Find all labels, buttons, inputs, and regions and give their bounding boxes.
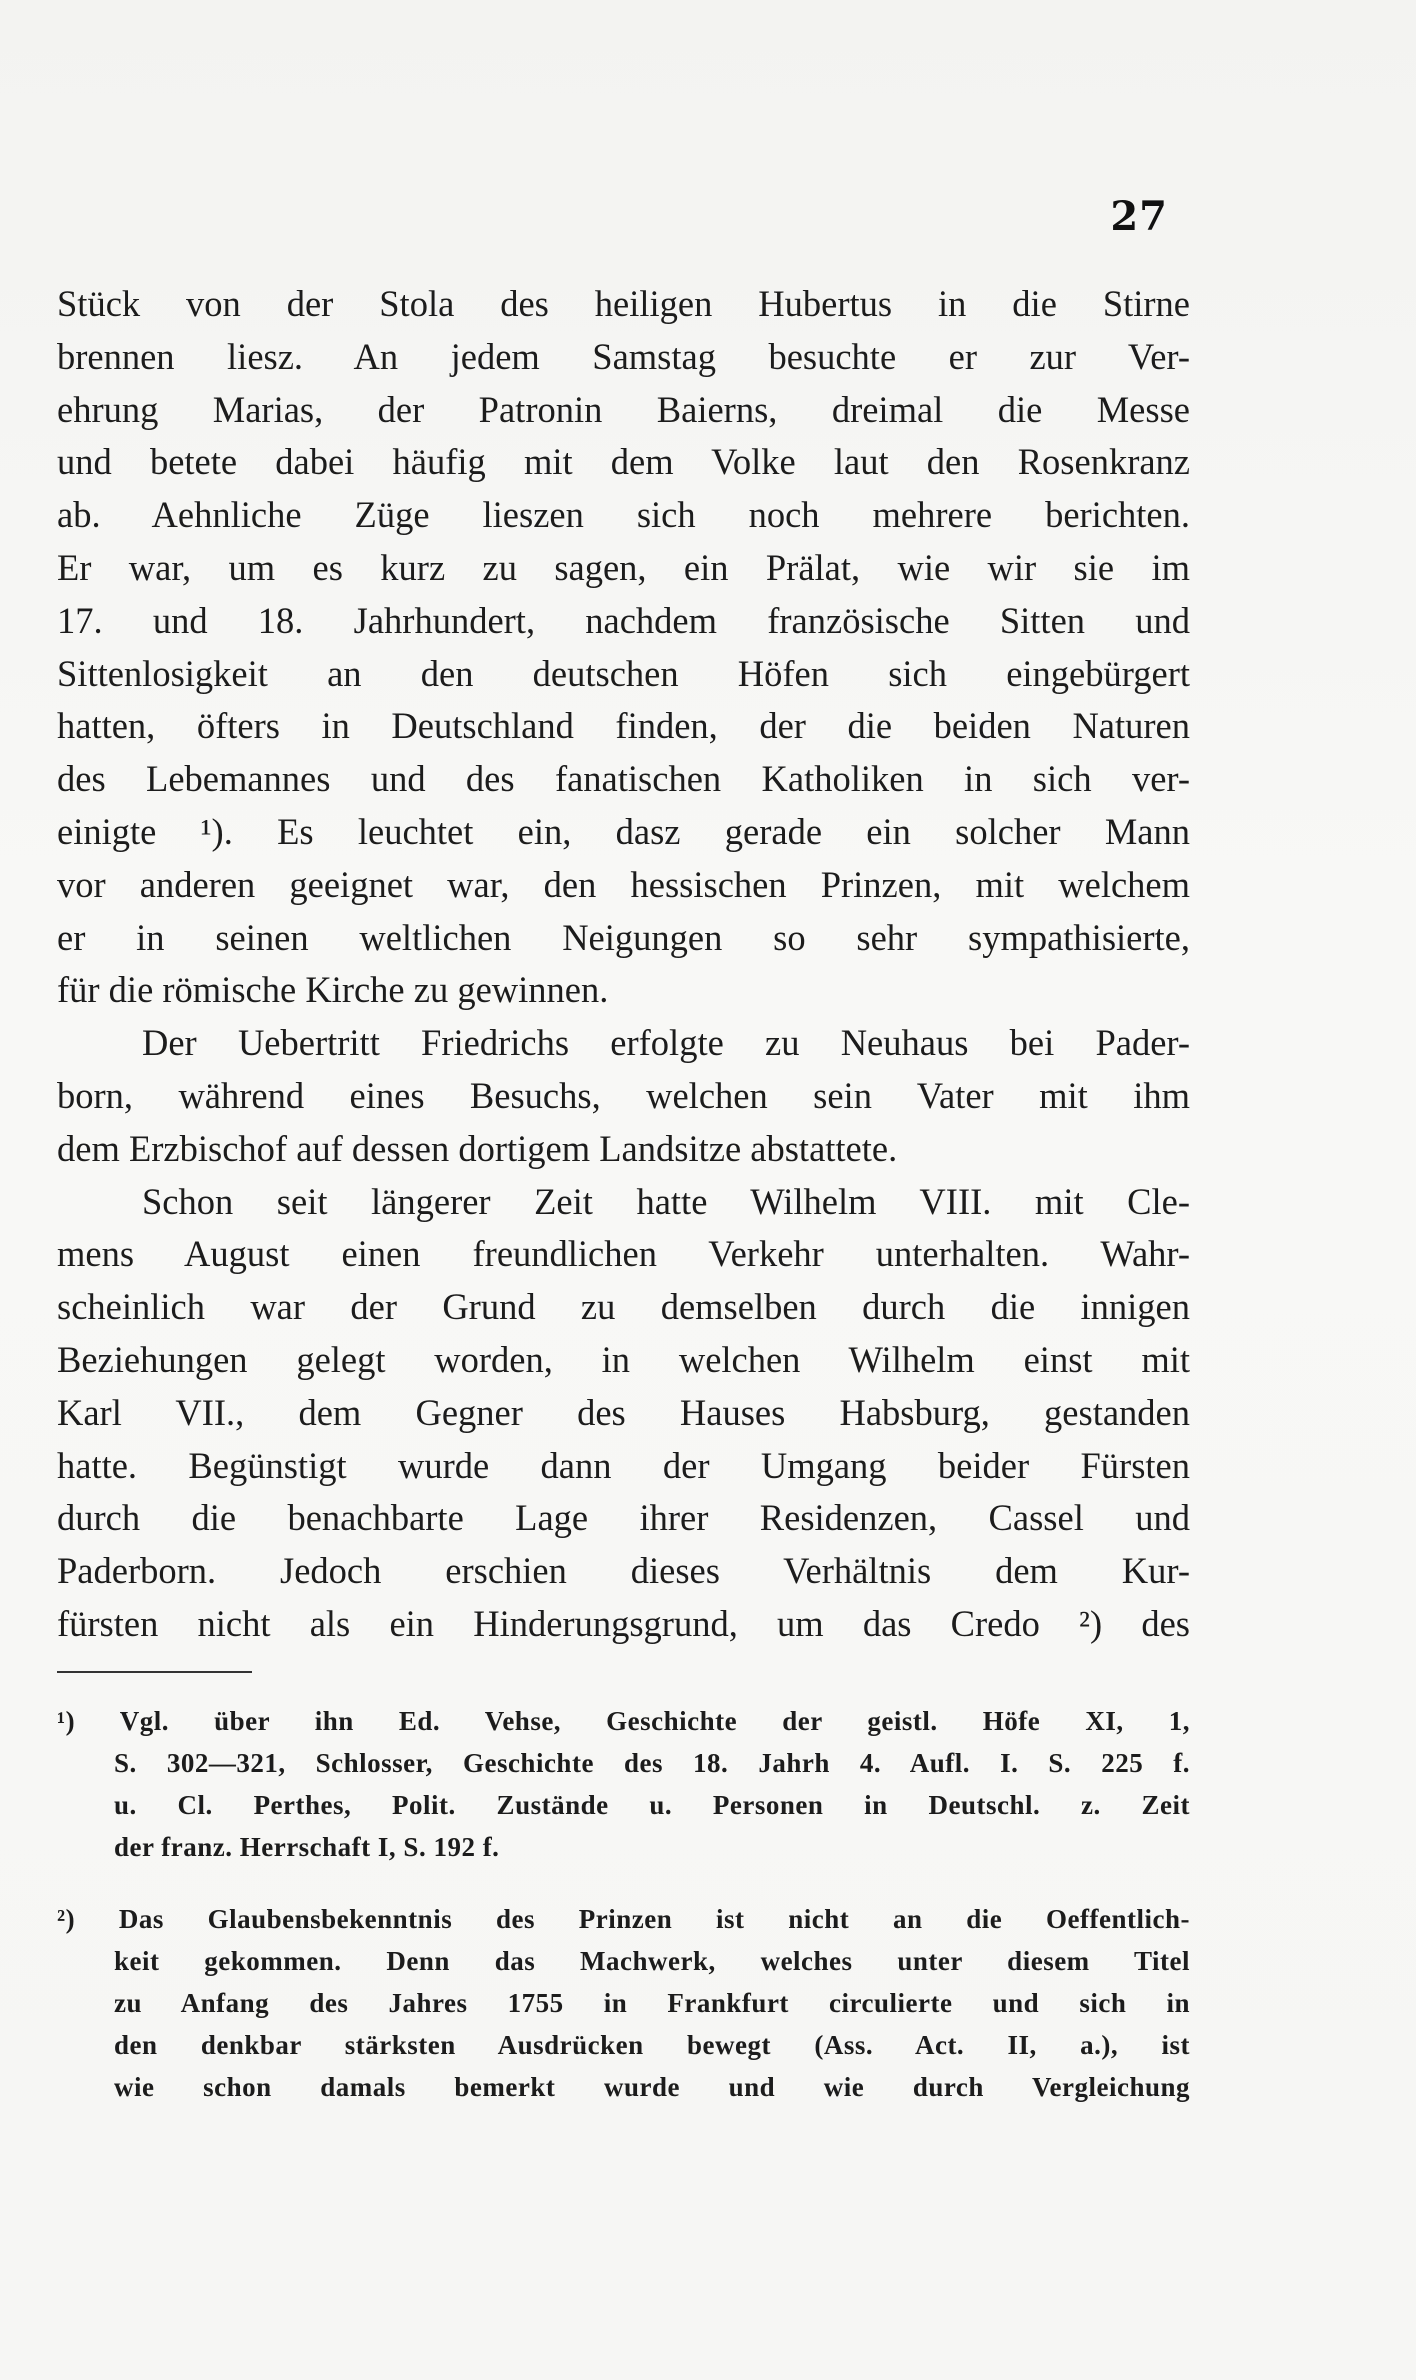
footnote-1 — [57, 1700, 1190, 1868]
text-line: born, während eines Besuchs, welchen sein Vater mit ihm — [57, 1074, 1190, 1116]
text-line: Der Uebertritt Friedrichs erfolgte zu Neuhaus bei Pader- — [142, 1022, 1190, 1064]
footnote-divider — [57, 1671, 252, 1673]
main-text — [57, 278, 1190, 1651]
footnotes — [57, 1700, 1190, 2108]
footnote-line: der franz. Herrschaft I, S. 192 f. — [114, 1832, 500, 1862]
footnote-line: u. Cl. Perthes, Polit. Zustände u. Personen in Deutschl. z. Zeit — [114, 1790, 1190, 1820]
text-line: dem Erzbischof auf dessen dortigem Landsitze abstattete. — [57, 1127, 898, 1169]
footnote-2 — [57, 1898, 1190, 2108]
text-line: Beziehungen gelegt worden, in welchen Wilhelm einst mit — [57, 1338, 1190, 1380]
text-line: er in seinen weltlichen Neigungen so sehr sympathisierte, — [57, 916, 1190, 958]
footnote-line: keit gekommen. Denn das Machwerk, welches unter diesem Titel — [114, 1946, 1190, 1976]
text-line: Sittenlosigkeit an den deutschen Höfen sich eingebürgert — [57, 652, 1190, 694]
text-line: einigte ¹). Es leuchtet ein, dasz gerade ein solcher Mann — [57, 810, 1190, 852]
text-line: Stück von der Stola des heiligen Hubertus in die Stirne — [57, 283, 1190, 324]
footnote-line: S. 302—321, Schlosser, Geschichte des 18. Jahrh 4. Aufl. I. S. 225 f. — [114, 1748, 1190, 1778]
page-number: 27 — [1110, 193, 1168, 240]
text-line: und betete dabei häufig mit dem Volke laut den Rosenkranz — [57, 441, 1190, 483]
footnote-line: ²) Das Glaubensbekenntnis des Prinzen ist nicht an die Oeffentlich- — [57, 1904, 1190, 1934]
footnote-line: zu Anfang des Jahres 1755 in Frankfurt circulierte und sich in — [114, 1988, 1190, 2018]
text-line: fürsten nicht als ein Hinderungsgrund, um das Credo ²) des — [57, 1602, 1190, 1644]
text-line: durch die benachbarte Lage ihrer Residenzen, Cassel und — [57, 1497, 1190, 1539]
text-line: vor anderen geeignet war, den hessischen Prinzen, mit welchem — [57, 863, 1190, 905]
text-line: ab. Aehnliche Züge lieszen sich noch mehrere berichten. — [57, 494, 1190, 536]
text-line: mens August einen freundlichen Verkehr unterhalten. Wahr- — [57, 1233, 1190, 1275]
text-line: brennen liesz. An jedem Samstag besuchte er zur Ver- — [57, 335, 1190, 377]
footnote-line: den denkbar stärksten Ausdrücken bewegt (Ass. Act. II, a.), ist — [114, 2030, 1190, 2060]
text-line: Karl VII., dem Gegner des Hauses Habsburg, gestanden — [57, 1391, 1190, 1433]
text-line: ehrung Marias, der Patronin Baierns, dreimal die Messe — [57, 388, 1190, 430]
text-line: Schon seit längerer Zeit hatte Wilhelm VIII. mit Cle- — [142, 1180, 1190, 1222]
text-line: hatte. Begünstigt wurde dann der Umgang beider Fürsten — [57, 1444, 1190, 1486]
text-line: 17. und 18. Jahrhundert, nachdem französische Sitten und — [57, 599, 1190, 641]
text-line: hatten, öfters in Deutschland finden, der die beiden Naturen — [57, 705, 1190, 747]
footnote-line: ¹) Vgl. über ihn Ed. Vehse, Geschichte der geistl. Höfe XI, 1, — [57, 1706, 1190, 1736]
text-line: scheinlich war der Grund zu demselben durch die innigen — [57, 1286, 1190, 1328]
text-line: für die römische Kirche zu gewinnen. — [57, 969, 609, 1011]
text-line: Paderborn. Jedoch erschien dieses Verhältnis dem Kur- — [57, 1550, 1190, 1592]
footnote-line: wie schon damals bemerkt wurde und wie durch Vergleichung — [114, 2072, 1190, 2102]
text-line: Er war, um es kurz zu sagen, ein Prälat, wie wir sie im — [57, 546, 1190, 588]
text-line: des Lebemannes und des fanatischen Katholiken in sich ver- — [57, 758, 1190, 800]
